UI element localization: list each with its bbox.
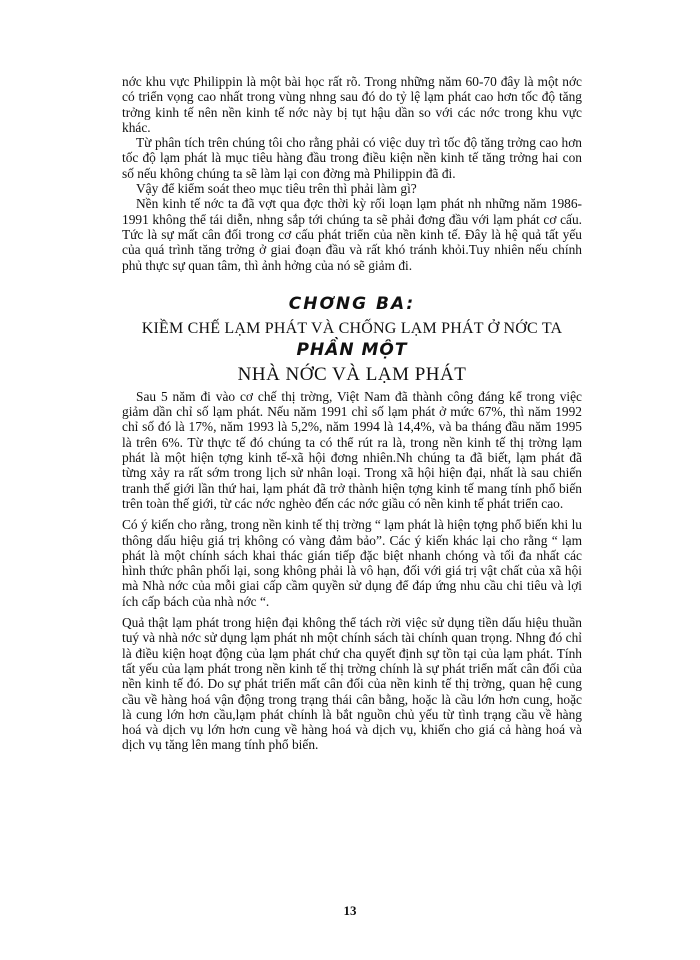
chapter-subtitle: KIỀM CHẾ LẠM PHÁT VÀ CHỐNG LẠM PHÁT Ở NỚC TA bbox=[141, 319, 563, 337]
paragraph-1: nớc khu vực Philippin là một bài học rất rõ. Trong những năm 60-70 đây là một nớc có triển vọng cao nhất trong vùng nhng sau đó do tỷ lệ lạm phát cao hơn tốc độ tăng trởng kinh tế nên nền kinh tế nớc này bị tụt hậu dần so với các nớc trong khu vực khác. bbox=[122, 74, 582, 135]
paragraph-3: Vậy để kiểm soát theo mục tiêu trên thì phải làm gì? bbox=[136, 181, 417, 197]
section-title: NHÀ NỚC VÀ LẠM PHÁT bbox=[237, 363, 467, 385]
part-heading: PHẦN MỘT bbox=[296, 339, 408, 360]
page-content bbox=[122, 74, 582, 753]
paragraph-5: Sau 5 năm đi vào cơ chế thị trờng, Việt Nam đã thành công đáng kể trong việc giảm dần chỉ số lạm phát. Nếu năm 1991 chỉ số lạm phát ở mức 67%, thì năm 1992 chỉ số đó là 17%, năm 1993 là 5,2%, năm 1994 là 14,4%, và ba tháng đầu năm 1995 là trên 6%. Từ thực tế đó chúng ta có thể rút ra là, trong nền kinh tế thị trờng lạm phát là một hiện tợng kinh tế-xã hội đơng nhiên.Nh chúng ta đã biết, lạm phát đã từng xảy ra rất sớm trong lịch sử nhân loại. Trong xã hội hiện đại, nhất là sau chiến tranh thế giới lần thứ hai, lạm phát đã trở thành hiện tợng kinh tế mang tính phổ biến trên toàn thế giới, từ các nớc nghèo đến các nớc giầu có nền kinh tế phát triển cao. bbox=[122, 388, 582, 511]
paragraph-4: Nền kinh tế nớc ta đã vợt qua đợc thời kỳ rối loạn lạm phát nh những năm 1986-1991 không thể tái diễn, nhng sắp tới chúng ta sẽ phải đơng đầu với lạm phát cơ cấu. Tức là sự mất cân đối trong cơ cấu phát triển của nền kinh tế. Đây là hệ quả tất yếu của quá trình tăng trởng ở giai đoạn đầu và rất khó tránh khỏi.Tuy nhiên nếu chính phủ thực sự quan tâm, thì ảnh hởng của nó sẽ giảm đi. bbox=[122, 196, 582, 273]
paragraph-6: Có ý kiến cho rằng, trong nền kinh tế thị trờng “ lạm phát là hiện tợng phổ biến khi lu thông dấu hiệu giá trị không có vàng đảm bảo”. Các ý kiến khác lại cho rằng “ lạm phát là một chính sách khai thác gián tiếp đặc biệt nhanh chóng và tối đa nhất các hình thức phân phối lại, song không phải là vô hạn, đối với giá trị vật chất của xã hội mà Nhà nớc của mỗi giai cấp cầm quyền sử dụng để đáp ứng nhu cầu chi tiêu và lợi ích cấp bách của nhà nớc “. bbox=[122, 517, 582, 609]
paragraph-2: Từ phân tích trên chúng tôi cho rằng phải có việc duy trì tốc độ tăng trởng cao hơn tốc độ lạm phát là mục tiêu hàng đầu trong điều kiện nền kinh tế tăng trởng hai con số nếu không chúng ta sẽ làm lại con đờng mà Philippin đã đi. bbox=[122, 135, 582, 181]
chapter-heading: CHƠNG BA: bbox=[288, 293, 416, 314]
paragraph-7: Quả thật lạm phát trong hiện đại không thể tách rời việc sử dụng tiền dấu hiệu thuần tuý và nhà nớc sử dụng lạm phát nh một chính sách tài chính quan trọng. Nhng đó chỉ là điều kiện hoạt động của lạm phát chứ cha quyết định sự tồn tại của lạm phát. Tính tất yếu của lạm phát trong nền kinh tế thị trờng chính là sự phát triển mất cân đối của nền kinh tế đó. Do sự phát triển mất cân đối của nền kinh tế thị trờng, quan hệ cung cầu về hàng hoá vận động trong trạng thái cân bằng, hoặc là cầu lớn hơn cung, hoặc là cung lớn hơn cầu,lạm phát chính là bắt nguồn chủ yếu từ tình trạng cầu về hàng hoá và dịch vụ lớn hơn cung về hàng hoá và dịch vụ, khiến cho giá cả hàng hoá và dịch vụ tăng lên mang tính phổ biến. bbox=[122, 615, 582, 753]
page-number: 13 bbox=[343, 903, 357, 918]
